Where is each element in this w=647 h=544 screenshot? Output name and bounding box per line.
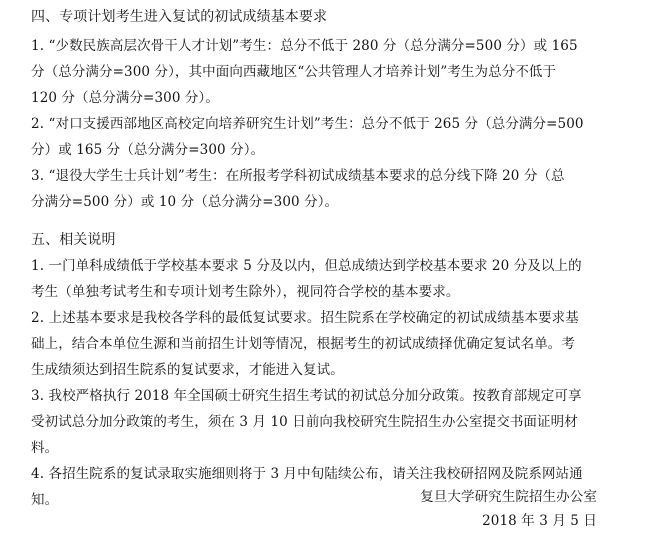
s4-item3-line2: 分满分=500 分）或 10 分（总分满分=300 分）。 xyxy=(31,194,339,210)
s5-item1-line1: 1. 一门单科成绩低于学校基本要求 5 分及以内，但总成绩达到学校基本要求 20 分及以上的 xyxy=(31,258,582,274)
section-5-title: 五、相关说明 xyxy=(31,232,116,248)
s5-item1-line2: 考生（单独考试考生和专项计划考生除外），视同符合学校的基本要求。 xyxy=(31,284,460,300)
section-4-title: 四、专项计划考生进入复试的初试成绩基本要求 xyxy=(31,9,328,25)
s5-item3-line2: 受初试总分加分政策的考生，须在 3 月 10 日前向我校研究生院招生办公室提交书面证明材 xyxy=(31,414,578,430)
s4-item3-line1: 3. “退役大学生士兵计划”考生：在所报考学科初试成绩基本要求的总分线下降 20 分（总 xyxy=(31,168,565,184)
s4-item1-line1: 1. “少数民族高层次骨干人才计划”考生：总分不低于 280 分（总分满分=500 分）或 165 xyxy=(31,38,578,54)
s5-item4-line2: 知。 xyxy=(31,492,59,508)
s4-item2-line1: 2. “对口支援西部地区高校定向培养研究生计划”考生：总分不低于 265 分（总分满分=500 xyxy=(31,116,584,132)
s4-item1-line3: 120 分（总分满分=300 分）。 xyxy=(31,90,219,106)
s5-item3-line1: 3. 我校严格执行 2018 年全国硕士研究生招生考试的初试总分加分政策。按教育部规定可享 xyxy=(31,388,582,404)
s5-item4-line1: 4. 各招生院系的复试录取实施细则将于 3 月中旬陆续公布，请关注我校研招网及院系网站通 xyxy=(31,466,583,482)
s5-item2-line3: 生成绩须达到招生院系的复试要求，才能进入复试。 xyxy=(31,362,344,378)
signature-date: 2018 年 3 月 5 日 xyxy=(482,513,597,529)
s5-item2-line1: 2. 上述基本要求是我校各学科的最低复试要求。招生院系在学校确定的初试成绩基本要求基 xyxy=(31,310,579,326)
s5-item2-line2: 础上，结合本单位生源和当前招生计划等情况，根据考生的初试成绩择优确定复试名单。考 xyxy=(31,336,575,352)
s5-item3-line3: 料。 xyxy=(31,440,59,456)
signature-office: 复旦大学研究生院招生办公室 xyxy=(420,489,597,505)
s4-item1-line2: 分（总分满分=300 分），其中面向西藏地区“公共管理人才培养计划”考生为总分不低于 xyxy=(31,64,557,80)
s4-item2-line2: 分）或 165 分（总分满分=300 分）。 xyxy=(31,142,265,158)
